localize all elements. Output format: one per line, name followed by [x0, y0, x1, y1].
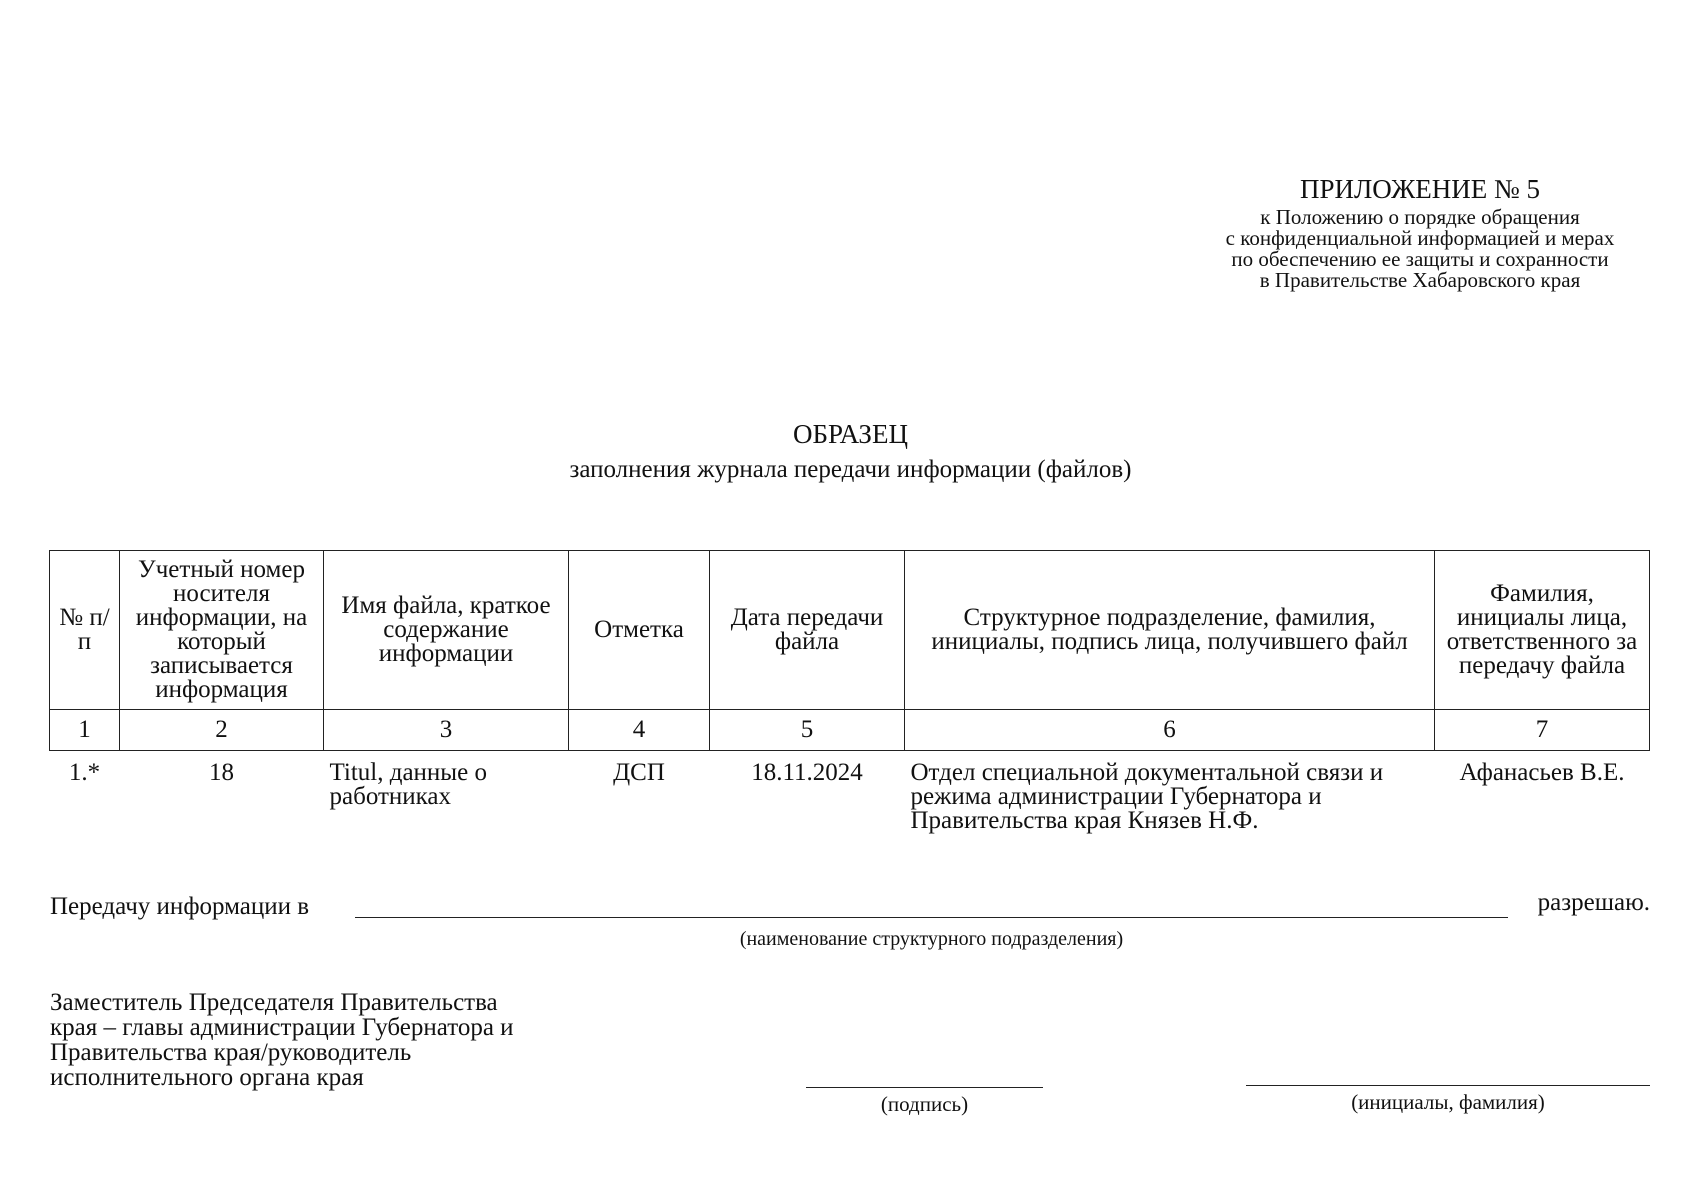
- signer-line: края – главы администрации Губернатора и: [50, 1014, 514, 1041]
- column-header: Учетный номер носителя информации, на который записывается информация: [120, 551, 324, 710]
- responsible-person: Афанасьев В.Е.: [1459, 759, 1625, 786]
- permission-lead-text: Передачу информации в: [50, 893, 310, 920]
- name-caption: (инициалы, фамилия): [1351, 1090, 1545, 1114]
- name-blank-line: [1246, 1085, 1650, 1086]
- appendix-line: с конфиденциальной информацией и мерах: [1225, 226, 1615, 250]
- column-number: 3: [324, 710, 569, 751]
- department-blank-line: [355, 917, 1508, 918]
- column-number: 7: [1435, 710, 1650, 751]
- transfer-date: 18.11.2024: [751, 759, 863, 786]
- table-row: [50, 751, 1650, 834]
- column-number: 5: [710, 710, 905, 751]
- column-header: Отметка: [569, 551, 710, 710]
- signer-line: Правительства края/руководитель: [50, 1039, 412, 1066]
- department-caption: (наименование структурного подразделения): [739, 928, 1124, 950]
- column-header: Фамилия, инициалы лица, ответственного за передачу файла: [1435, 551, 1650, 710]
- column-header: № п/п: [50, 551, 120, 710]
- document-subtitle: заполнения журнала передачи информации (файлов): [569, 456, 1132, 483]
- column-number: 6: [905, 710, 1435, 751]
- column-header: Структурное подразделение, фамилия, инициалы, подпись лица, получившего файл: [905, 551, 1435, 710]
- table-header-row: [50, 551, 1650, 710]
- signer-line: исполнительного органа края: [50, 1064, 364, 1091]
- appendix-line: по обеспечению ее защиты и сохранности: [1231, 247, 1609, 271]
- column-number: 1: [50, 710, 120, 751]
- column-number: 4: [569, 710, 710, 751]
- column-number: 2: [120, 710, 324, 751]
- appendix-title: ПРИЛОЖЕНИЕ № 5: [1299, 174, 1541, 204]
- column-header: Имя файла, краткое содержание информации: [324, 551, 569, 710]
- mark: ДСП: [613, 759, 665, 786]
- carrier-number: 18: [209, 759, 234, 786]
- column-header: Дата передачи файла: [710, 551, 905, 710]
- signer-line: Заместитель Председателя Правительства: [50, 989, 498, 1016]
- permission-tail-text: разрешаю.: [1537, 889, 1650, 916]
- permission-line: [50, 889, 1650, 933]
- appendix-line: к Положению о порядке обращения: [1260, 205, 1580, 229]
- appendix-line: в Правительстве Хабаровского края: [1259, 268, 1581, 292]
- file-name: Titul, данные о работниках: [329, 759, 487, 810]
- document-title: ОБРАЗЕЦ: [793, 419, 908, 449]
- recipient-department: Отдел специальной документальной связи и режима администрации Губернатора и Правительства края Князев Н.Ф.: [910, 759, 1384, 834]
- transfer-journal-table: [49, 550, 1650, 833]
- signature-caption: (подпись): [880, 1092, 969, 1116]
- signature-blank-line: [806, 1087, 1043, 1088]
- column-number-row: [50, 710, 1650, 751]
- appendix-block: [1160, 173, 1680, 291]
- signer-position: [50, 990, 610, 1090]
- row-number: 1.*: [68, 759, 101, 786]
